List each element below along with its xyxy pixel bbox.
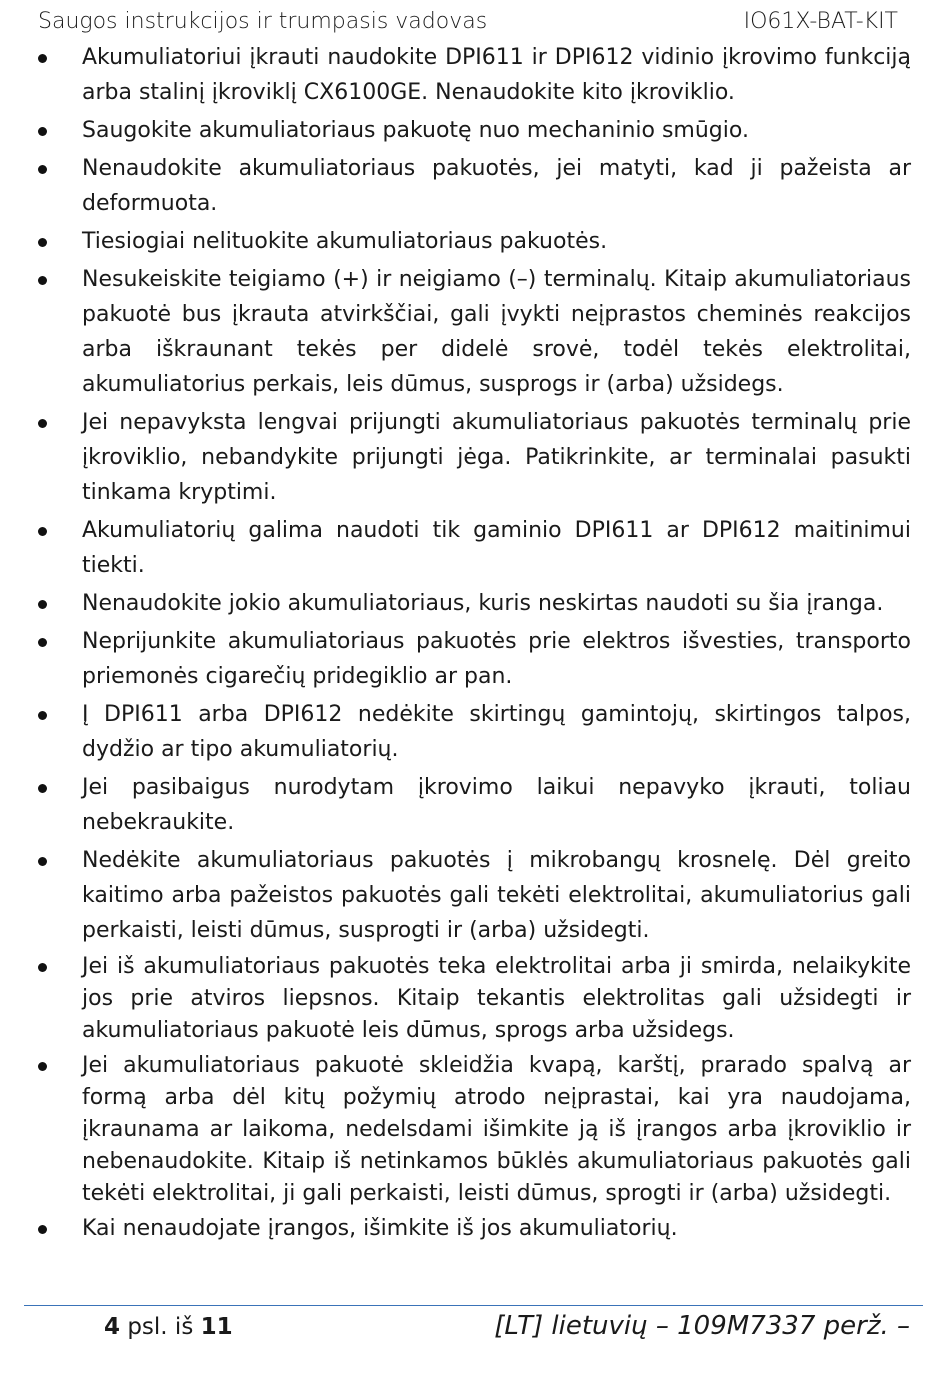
page-of-label: psl. iš <box>127 1314 194 1340</box>
list-item <box>38 770 911 840</box>
list-item <box>38 1050 911 1210</box>
list-item <box>38 624 911 694</box>
list-item-text: Nenaudokite jokio akumuliatoriaus, kuris neskirtas naudoti su šia įranga. <box>82 591 884 616</box>
list-item <box>38 513 911 583</box>
list-item <box>38 586 911 621</box>
list-item-text: Jei pasibaigus nurodytam įkrovimo laikui nepavyko įkrauti, toliau nebekraukite. <box>82 775 911 835</box>
bullet-icon <box>38 600 47 609</box>
list-item-text: Saugokite akumuliatoriaus pakuotę nuo mechaninio smūgio. <box>82 118 749 143</box>
list-item-text: Nenaudokite akumuliatoriaus pakuotės, jei matyti, kad ji pažeista ar deformuota. <box>82 156 911 216</box>
list-item <box>38 151 911 221</box>
bullet-icon <box>38 711 47 720</box>
list-item <box>38 40 911 110</box>
list-item <box>38 405 911 510</box>
list-item <box>38 697 911 767</box>
bullet-icon <box>38 963 47 972</box>
page-current: 4 <box>104 1314 121 1340</box>
bullet-icon <box>38 1062 47 1071</box>
bullet-icon <box>38 165 47 174</box>
list-item-text: Neprijunkite akumuliatoriaus pakuotės prie elektros išvesties, transporto priemonės cigarečių pridegiklio ar pan. <box>82 629 911 689</box>
list-item <box>38 262 911 402</box>
list-item <box>38 843 911 948</box>
bullet-icon <box>38 527 47 536</box>
bullet-icon <box>38 857 47 866</box>
list-item <box>38 224 911 259</box>
list-item-text: Kai nenaudojate įrangos, išimkite iš jos akumuliatorių. <box>82 1216 678 1241</box>
bullet-icon <box>38 638 47 647</box>
list-item <box>38 1213 911 1245</box>
list-item-text: Akumuliatoriui įkrauti naudokite DPI611 ir DPI612 vidinio įkrovimo funkciją arba stalinį įkroviklį CX6100GE. Nenaudokite kito įkroviklio. <box>82 45 911 105</box>
list-item <box>38 113 911 148</box>
list-item-text: Akumuliatorių galima naudoti tik gaminio DPI611 ar DPI612 maitinimui tiekti. <box>82 518 911 578</box>
list-item-text: Nedėkite akumuliatoriaus pakuotės į mikrobangų krosnelę. Dėl greito kaitimo arba pažeistos pakuotės gali tekėti elektrolitai, akumuliatorius gali perkaisti, leisti dūmus, susprogti ir (arba) užsidegti. <box>82 848 911 943</box>
list-item-text: Tiesiogiai nelituokite akumuliatoriaus pakuotės. <box>82 229 608 254</box>
bullet-icon <box>38 419 47 428</box>
language-reference: [LT] lietuvių – 109M7337 perž. – <box>494 1311 910 1341</box>
document-code: IO61X-BAT-KIT <box>743 9 898 34</box>
list-item-text: Jei nepavyksta lengvai prijungti akumuliatoriaus pakuotės terminalų prie įkroviklio, nebandykite prijungti jėga. Patikrinkite, ar terminalai pasukti tinkama kryptimi. <box>82 410 911 505</box>
list-item-text: Į DPI611 arba DPI612 nedėkite skirtingų gamintojų, skirtingos talpos, dydžio ar tipo akumuliatorių. <box>82 702 911 762</box>
bullet-icon <box>38 238 47 247</box>
bullet-icon <box>38 1225 47 1234</box>
footer-divider <box>24 1305 923 1306</box>
bullet-icon <box>38 276 47 285</box>
bullet-icon <box>38 54 47 63</box>
page-header <box>38 7 898 37</box>
safety-instructions-list <box>38 40 911 1248</box>
list-item-text: Jei akumuliatoriaus pakuotė skleidžia kvapą, karštį, prarado spalvą ar formą arba dėl kitų požymių atrodo neįprastai, kai yra naudojama, įkraunama ar laikoma, nedelsdami išimkite ją iš įrangos arba įkroviklio ir nebenaudokite. Kitaip iš netinkamos būklės akumuliatoriaus pakuotės gali tekėti elektrolitai, ji gali perkaisti, leisti dūmus, sprogti ir (arba) užsidegti. <box>82 1053 911 1206</box>
bullet-icon <box>38 127 47 136</box>
page-total: 11 <box>200 1314 233 1340</box>
list-item-text: Nesukeiskite teigiamo (+) ir neigiamo (–) terminalų. Kitaip akumuliatoriaus pakuotė bus įkrauta atvirkščiai, gali įvykti neįprastos cheminės reakcijos arba iškraunant tekės per didelė srovė, todėl tekės elektrolitai, akumuliatorius perkais, leis dūmus, susprogs ir (arba) užsidegs. <box>82 267 911 397</box>
document-title: Saugos instrukcijos ir trumpasis vadovas <box>38 9 488 34</box>
page-number <box>104 1310 233 1344</box>
list-item-text: Jei iš akumuliatoriaus pakuotės teka elektrolitai arba ji smirda, nelaikykite jos prie atviros liepsnos. Kitaip tekantis elektrolitas gali užsidegti ir akumuliatoriaus pakuotė leis dūmus, sprogs arba užsidegs. <box>82 954 911 1043</box>
bullet-icon <box>38 784 47 793</box>
list-item <box>38 951 911 1047</box>
